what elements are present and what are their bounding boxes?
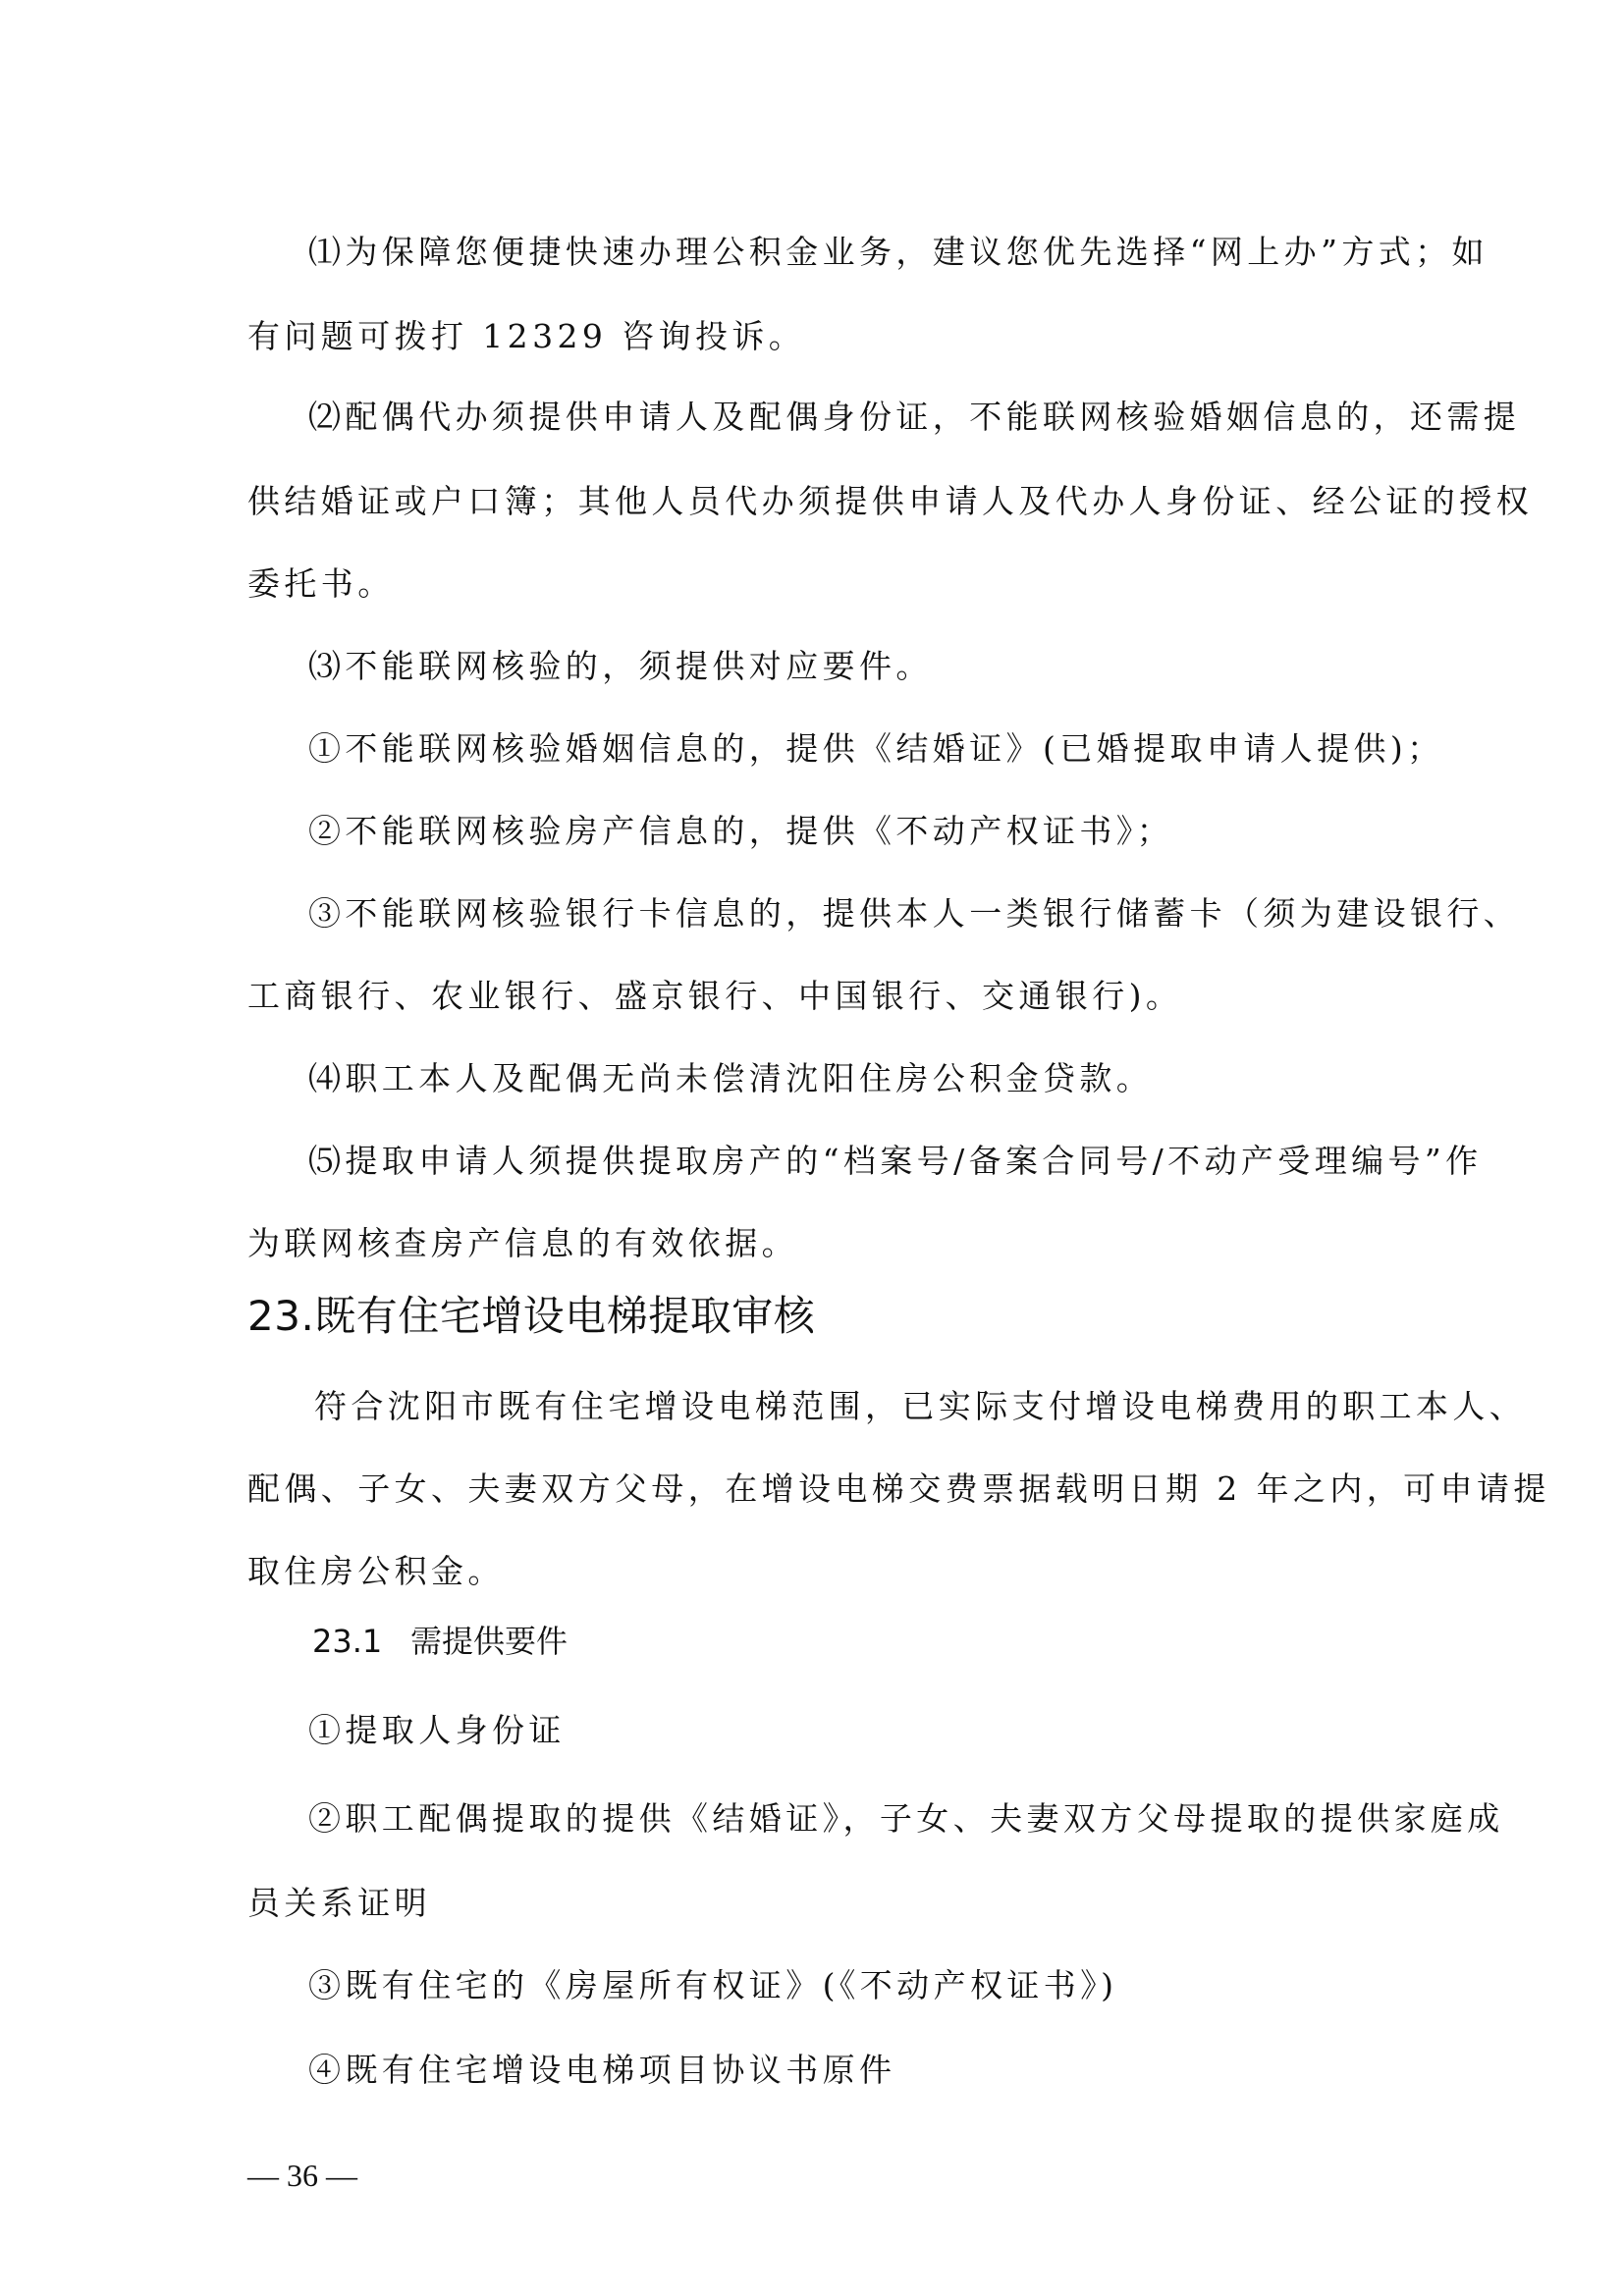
requirement-4: ④既有住宅增设电梯项目协议书原件	[308, 2051, 896, 2089]
section-23-intro-line-2: 配偶、子女、夫妻双方父母，在增设电梯交费票据载明日期 2 年之内，可申请提	[247, 1469, 1550, 1508]
subsection-title: 需提供要件	[410, 1623, 568, 1660]
note-4-line-1: ⑷职工本人及配偶无尚未偿清沈阳住房公积金贷款。	[308, 1059, 1154, 1097]
note-2-line-3: 委托书。	[247, 564, 395, 603]
section-23-heading: 23.既有住宅增设电梯提取审核	[247, 1292, 816, 1340]
subsection-number: 23.1	[312, 1623, 383, 1660]
note-3-item-3-line-1: ③不能联网核验银行卡信息的，提供本人一类银行储蓄卡（须为建设银行、	[308, 894, 1521, 933]
note-3-item-2: ②不能联网核验房产信息的，提供《不动产权证书》；	[308, 812, 1174, 850]
note-5-line-1: ⑸提取申请人须提供提取房产的“档案号/备案合同号/不动产受理编号”作	[308, 1142, 1483, 1180]
subsection-23-1-heading	[312, 1623, 568, 1660]
note-1-line-2: 有问题可拨打 12329 咨询投诉。	[247, 317, 806, 355]
requirement-1: ①提取人身份证	[308, 1711, 566, 1749]
note-3-item-3-line-2: 工商银行、农业银行、盛京银行、中国银行、交通银行)。	[247, 977, 1183, 1015]
note-2-line-2: 供结婚证或户口簿；其他人员代办须提供申请人及代办人身份证、经公证的授权	[247, 482, 1533, 520]
note-3-line-1: ⑶不能联网核验的，须提供对应要件。	[308, 647, 933, 685]
note-5-line-2: 为联网核查房产信息的有效依据。	[247, 1224, 798, 1262]
requirement-2-line-1: ②职工配偶提取的提供《结婚证》，子女、夫妻双方父母提取的提供家庭成	[308, 1799, 1504, 1838]
note-3-item-1: ①不能联网核验婚姻信息的，提供《结婚证》(已婚提取申请人提供)；	[308, 729, 1444, 768]
note-1-line-1: ⑴为保障您便捷快速办理公积金业务，建议您优先选择“网上办”方式；如	[308, 233, 1489, 271]
requirement-3: ③既有住宅的《房屋所有权证》(《不动产权证书》)	[308, 1966, 1118, 2004]
requirement-2-line-2: 员关系证明	[247, 1884, 431, 1922]
note-2-line-1: ⑵配偶代办须提供申请人及配偶身份证，不能联网核验婚姻信息的，还需提	[308, 398, 1521, 436]
section-23-intro-line-1: 符合沈阳市既有住宅增设电梯范围，已实际支付增设电梯费用的职工本人、	[314, 1387, 1527, 1425]
page-number: — 36 —	[247, 2158, 357, 2193]
section-23-intro-line-3: 取住房公积金。	[247, 1552, 505, 1590]
